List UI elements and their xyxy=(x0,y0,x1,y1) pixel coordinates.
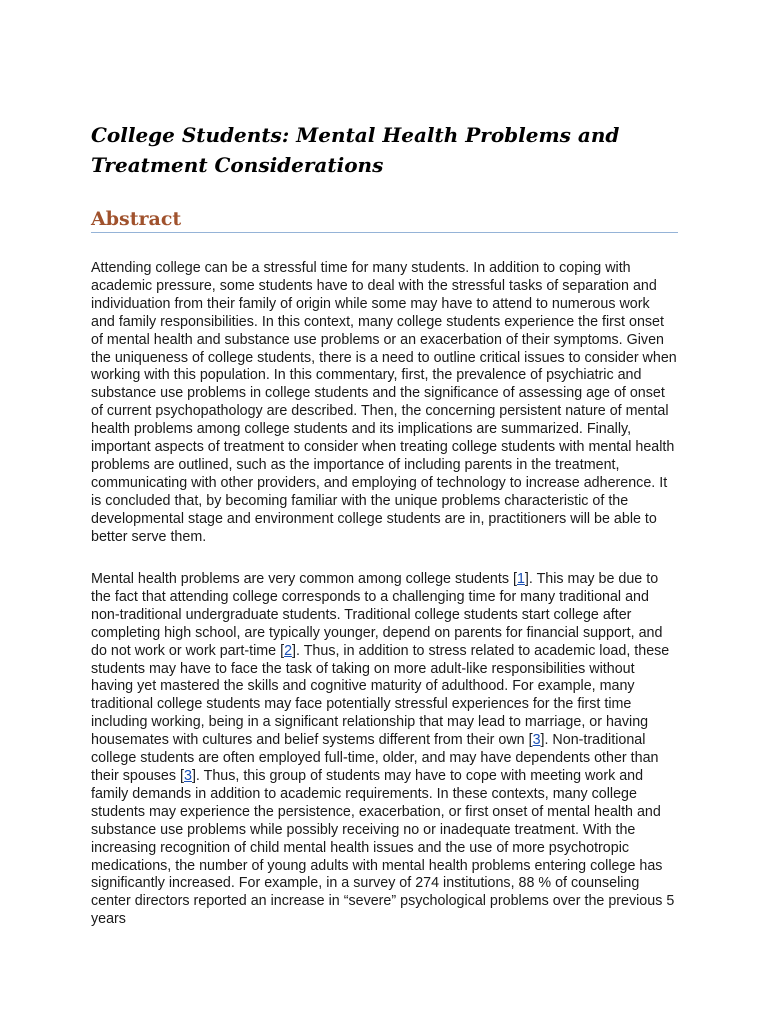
heading-divider xyxy=(91,232,678,233)
body-text-segment: ]. This may be due to the fact that attending college corresponds to a challenging time for many traditional and non-traditional undergraduate students. Traditional college students start college after completing high school, are typically younger, depend on parents for financial support, and do not work or work part-time [ xyxy=(91,571,663,659)
body-text-segment: ]. Thus, in addition to stress related to academic load, these students may have to face the task of taking on more adult-like responsibilities without having yet mastered the skills and cognitive maturity of adulthood. For example, many traditional college students may face potentially stressful experiences for the first time including working, being in a significant relationship that may lead to marriage, or having housemates with cultures and belief systems different from their own [ xyxy=(91,642,670,749)
citation-link-3-repeat[interactable]: 3 xyxy=(183,767,192,784)
body-text-segment: ]. Non-traditional college students are often employed full-time, older, and may have dependents other than their spouses [ xyxy=(91,732,659,784)
abstract-heading: Abstract xyxy=(91,208,182,230)
citation-link-3[interactable]: 3 xyxy=(532,732,541,749)
citation-link-1[interactable]: 1 xyxy=(516,571,525,587)
citation-link-2[interactable]: 2 xyxy=(284,642,293,659)
body-paragraph xyxy=(91,571,677,929)
document-title: College Students: Mental Health Problems and Treatment Considerations xyxy=(91,123,620,177)
abstract-paragraph: Attending college can be a stressful time for many students. In addition to coping with academic pressure, some students have to deal with the stressful tasks of separation and individuation from their family of origin while some may have to attend to numerous work and family responsibilities. In this context, many college students experience the first onset of mental health and substance use problems or an exacerbation of their symptoms. Given the uniqueness of college students, there is a need to outline critical issues to consider when working with this population. In this commentary, first, the prevalence of psychiatric and substance use problems in college students and the significance of assessing age of onset of current psychopathology are described. Then, the concerning persistent nature of mental health problems among college students and its implications are summarized. Finally, important aspects of treatment to consider when treating college students with mental health problems are outlined, such as the importance of including parents in the treatment, communicating with other providers, and employing of technology to increase adherence. It is concluded that, by becoming familiar with the unique problems characteristic of the developmental stage and environment college students are in, practitioners will be able to better serve them. xyxy=(91,260,677,545)
body-text-segment: ]. Thus, this group of students may have to cope with meeting work and family demands in addition to academic requirements. In these contexts, many college students may experience the persistence, exacerbation, or first onset of mental health and substance use problems while possibly receiving no or inadequate treatment. With the increasing recognition of child mental health issues and the use of more psychotropic medications, the number of young adults with mental health problems entering college has significantly increased. For example, in a survey of 274 institutions, 88 % of counseling center directors reported an increase in “severe” psychological problems over the previous 5 years xyxy=(91,767,675,928)
body-text-segment: Mental health problems are very common among college students [ xyxy=(91,571,517,587)
